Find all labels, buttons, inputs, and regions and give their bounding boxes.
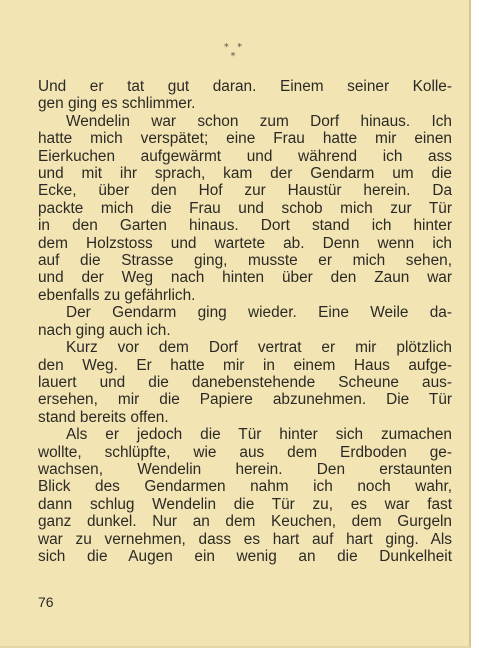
text-line: wollte, schlüpfte, wie aus dem Erdboden ge- <box>38 443 452 461</box>
ornament-top: * * <box>224 43 245 53</box>
text-line: und der Weg nach hinten über den Zaun war <box>38 269 452 287</box>
text-line: Ecke, über den Hof zur Haustür herein. Da <box>38 182 452 200</box>
text-line: ganz dunkel. Nur an dem Keuchen, dem Gurgeln <box>38 513 452 531</box>
text-line: stand bereits offen. <box>38 408 169 426</box>
text-line: war zu vernehmen, dass es hart auf hart ging. Als <box>38 530 452 548</box>
text-line: Wendelin war schon zum Dorf hinaus. Ich <box>66 112 452 130</box>
text-line: Und er tat gut daran. Einem seiner Kolle- <box>38 78 452 95</box>
text-line: Kurz vor dem Dorf vertrat er mir plötzlich <box>66 339 452 357</box>
page-number: 76 <box>38 594 54 610</box>
text-line: und mit ihr sprach, kam der Gendarm um die <box>38 165 452 183</box>
text-line: dem Holzstoss und wartete ab. Denn wenn ich <box>38 234 452 252</box>
section-ornament <box>0 44 469 62</box>
text-line: den Weg. Er hatte mir in einem Haus aufge- <box>38 356 452 374</box>
text-line: hatte mich verspätet; eine Frau hatte mir einen <box>38 130 452 148</box>
text-line: auf die Strasse ging, musste er mich sehen, <box>38 252 452 270</box>
text-line: Eierkuchen aufgewärmt und während ich ass <box>38 147 452 165</box>
text-line: Als er jedoch die Tür hinter sich zumachen <box>66 426 452 444</box>
text-line: Der Gendarm ging wieder. Eine Weile da- <box>66 304 452 322</box>
text-line: packte mich die Frau und schob mich zur Tür <box>38 199 452 217</box>
text-line: in den Garten hinaus. Dort stand ich hinter <box>38 217 452 235</box>
text-line: gen ging es schlimmer. <box>38 95 196 113</box>
text-line: lauert und die danebenstehende Scheune aus- <box>38 373 452 391</box>
text-line: ebenfalls zu gefährlich. <box>38 286 196 304</box>
text-line: dann schlug Wendelin die Tür zu, es war fast <box>38 495 452 513</box>
text-line: wachsen, Wendelin herein. Den erstaunten <box>38 460 452 478</box>
text-line: ersehen, mir die Papiere abzunehmen. Die Tür <box>38 391 452 409</box>
text-line: nach ging auch ich. <box>38 321 171 339</box>
body-text <box>38 78 452 565</box>
text-line: Blick des Gendarmen nahm ich noch wahr, <box>38 478 452 496</box>
ornament-bottom: * <box>230 52 239 62</box>
text-line: sich die Augen ein wenig an die Dunkelheit <box>38 547 452 565</box>
